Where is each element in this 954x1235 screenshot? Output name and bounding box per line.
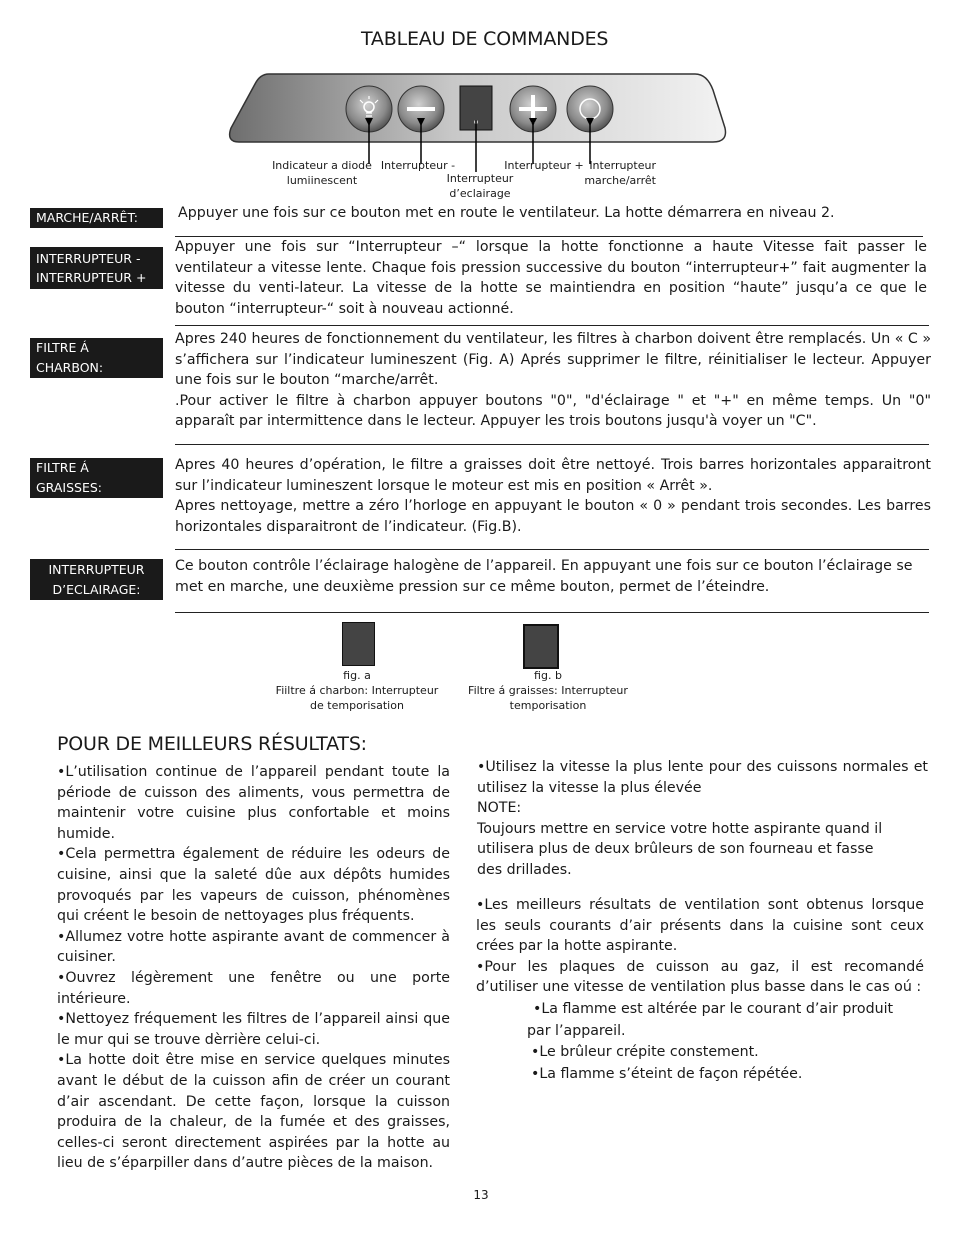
- tip-item: •Allumez votre hotte aspirante avant de commencer à cuisiner.: [57, 928, 450, 966]
- tip-item: •La hotte doit être mise en service quelques minutes avant le début de la cuisson afin de créer un courant d’air ascendant. De cette façon, lorsque la cuisson produira de la chaleur, de la fumée et des graisses, celles-ci seront directement aspirées par la hotte au lieu de s’éparpiller dans d’autre pièces de la maison.: [57, 1052, 450, 1172]
- callout-led-indicator: Indicateur a diode lumiinescent: [272, 159, 372, 187]
- callout-power-switch: Interrupteur marche/arrêt: [584, 159, 656, 187]
- figure-b-caption: fig. b Filtre á graisses: Interrupteur temporisation: [468, 669, 628, 712]
- tip-item: •L’utilisation continue de l’appareil pendant toute la période de cuisson des aliments, vous permettra de maintenir votre cuisine plus confortable et moins humide.: [57, 764, 450, 842]
- figure-a-display: [342, 622, 375, 666]
- tip-item: •Ouvrez légèrement une fenêtre ou une porte intérieure.: [57, 969, 450, 1007]
- section-text-power: Appuyer une fois sur ce bouton met en route le ventilateur. La hotte démarrera en niveau 2.: [178, 205, 835, 221]
- section-text-speed: Appuyer une fois sur “Interrupteur –“ lorsque la hotte fonctionne a haute Vitesse fait passer le ventilateur a vitesse lente. Chaque fois pression successive du bouton “interrupteur+” fait augmenter la vitesse du venti-lateur. La vitesse de la hotte se maintiendra en position “haute” jusqu’a ce que le bouton “interrupteur-“ soit à nouveau actionné.: [175, 239, 927, 317]
- results-right-top: [477, 757, 928, 881]
- section-label-speed: INTERRUPTEUR - INTERRUPTEUR +: [30, 247, 163, 289]
- note-text: Toujours mettre en service votre hotte aspirante quand il utilisera plus de deux brûleurs de son fourneau et fasse des drillades.: [477, 820, 883, 878]
- figure-b-display: [523, 624, 559, 669]
- section-label-charcoal-filter: FILTRE Á CHARBON:: [30, 338, 163, 378]
- sub-item: •Le brûleur crépite constement.: [531, 1044, 759, 1060]
- callout-minus-switch: Interrupteur -: [380, 159, 456, 172]
- callout-plus-switch: Interrupteur +: [504, 159, 584, 172]
- results-right-mid: [476, 895, 924, 998]
- results-left-column: [57, 762, 450, 1174]
- section-label-light-switch: INTERRUPTEUR D’ECLAIRAGE:: [30, 559, 163, 600]
- tip-item: •Utilisez la vitesse la plus lente pour des cuissons normales et utilisez la vitesse la plus élevée: [477, 759, 928, 796]
- section-text-charcoal-filter: Apres 240 heures de fonctionnement du ventilateur, les filtres à charbon doivent être remplacés. Un « C » s’affichera sur l’indicateur lumineszent (Fig. A) Aprés supprimer le filtre, réinitialiser le lecteur. Appuyer une fois sur le bouton “marche/arrêt. .Pour activer le filtre à charbon appuyer boutons "0", "d'éclairage " et "+" en même temps. Un "0" apparaît par intermittence dans le lecteur. Appuyer les trois boutons jusqu'à voyer un "C".: [175, 331, 932, 429]
- divider: [175, 612, 929, 613]
- tip-item: •Cela permettra également de réduire les odeurs de cuisine, ainsi que la saleté dûe aux dépôts humides provoqués par les vapeurs de cuisson, phénomènes qui créent le besoin de nettoyages plus fréquents.: [57, 846, 450, 925]
- tip-item: •Pour les plaques de cuisson au gaz, il est recomandé d’utiliser une vitesse de ventilation plus basse dans le cas oú :: [476, 958, 924, 996]
- page-number: 13: [473, 1188, 489, 1202]
- control-panel-title: TABLEAU DE COMMANDES: [361, 28, 609, 50]
- section-text-light-switch: Ce bouton contrôle l’éclairage halogène de l’appareil. En appuyant une fois sur ce bouton l’éclairage se met en marche, une deuxième pression sur ce même bouton, permet de l’éteindre.: [175, 558, 913, 595]
- sub-item: •La flamme est altérée par le courant d’air produit: [533, 1001, 894, 1017]
- sub-item: •La flamme s’éteint de façon répétée.: [531, 1065, 803, 1082]
- tip-item: •Nettoyez fréquement les filtres de l’appareil ainsi que le mur qui se trouve dèrrière celui-ci.: [57, 1011, 450, 1048]
- divider: [175, 444, 929, 445]
- section-text-grease-filter: Apres 40 heures d’opération, le filtre a graisses doit être nettoyé. Trois barres horizontales apparaitront sur l’indicateur lumineszent lorsque le moteur est mis en position « Arrêt ». Apres nettoyage, mettre a zéro l’horloge en appuyant le bouton « 0 » pendant trois secondes. Les barres horizontales disparaitront de l’indicateur. (Fig.B).: [175, 457, 931, 535]
- results-title: POUR DE MEILLEURS RÉSULTATS:: [57, 733, 367, 755]
- tip-item: •Les meilleurs résultats de ventilation sont obtenus lorsque les seuls courants d’air présents dans la cuisine sont ceux crées par la hotte aspirante.: [476, 897, 924, 955]
- note-label: NOTE:: [477, 800, 522, 817]
- results-sub-items: [527, 999, 927, 1085]
- section-label-grease-filter: FILTRE Á GRAISSES:: [30, 458, 163, 498]
- figure-a-caption: fig. a Fiiltre á charbon: Interrupteur de temporisation: [275, 669, 439, 712]
- callout-light-switch: Interrupteur d’eclairage: [446, 172, 514, 200]
- divider: [175, 325, 929, 326]
- sub-item: par l’appareil.: [527, 1022, 626, 1039]
- section-label-power: MARCHE/ARRÊT:: [30, 208, 163, 228]
- divider: [175, 549, 929, 550]
